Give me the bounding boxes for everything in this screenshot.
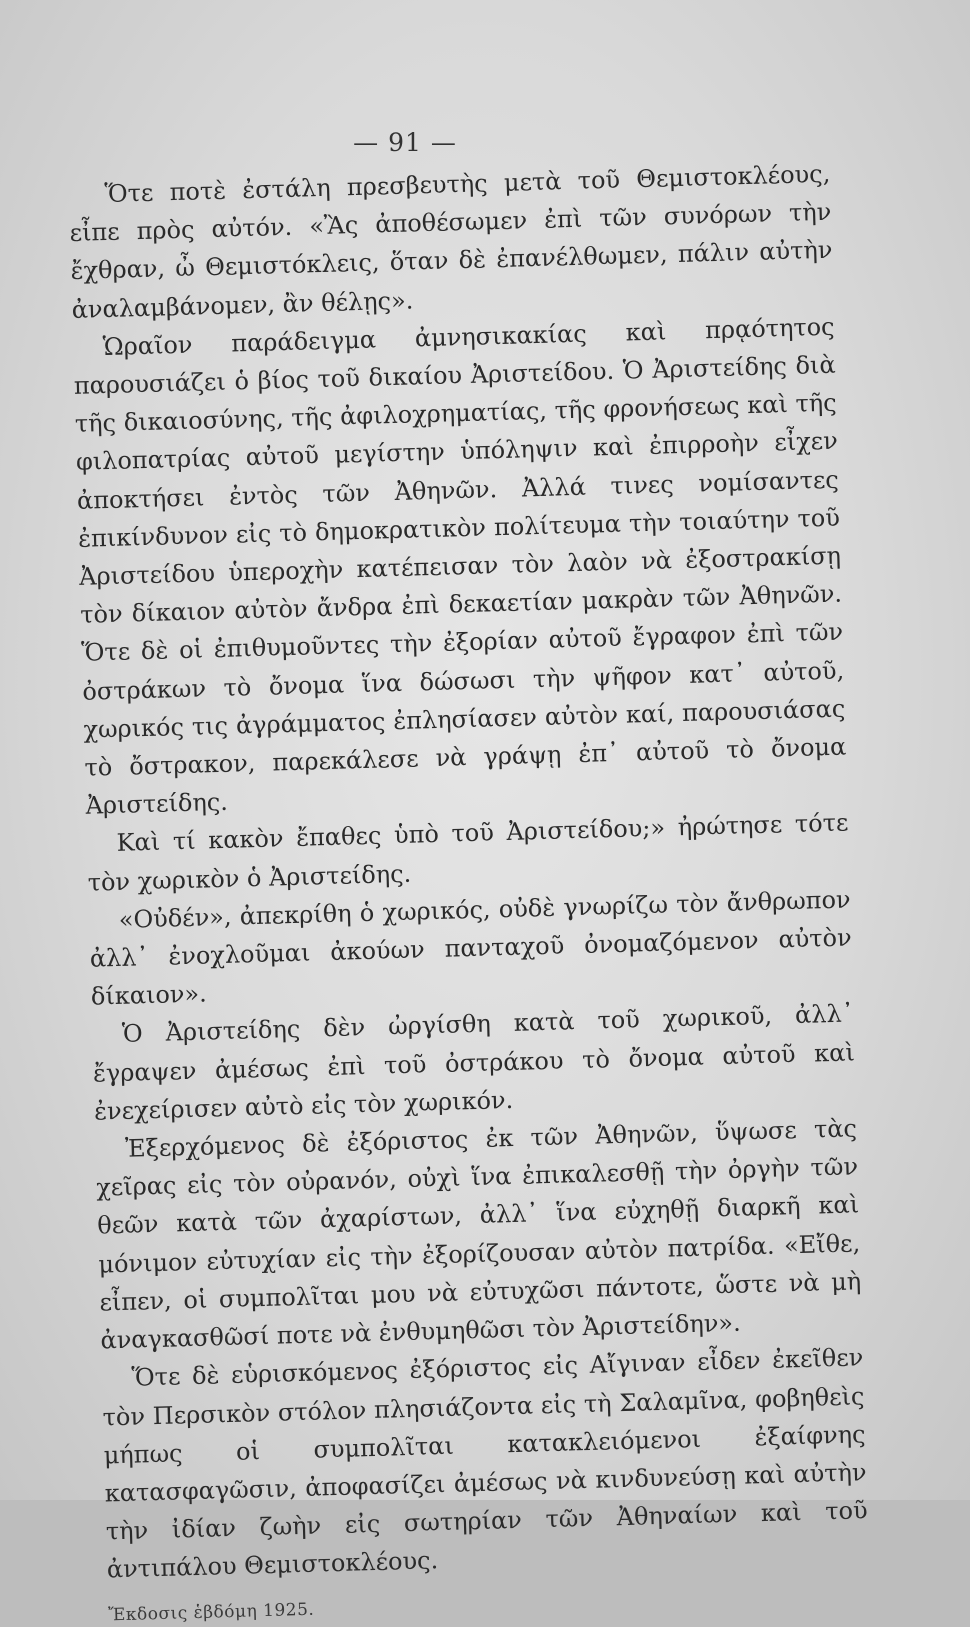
page-number: — 91 — — [353, 128, 457, 157]
paragraph-5: Ὁ Ἀριστείδης δὲν ὠργίσθη κατὰ τοῦ χωρικοῦ, ἀλλ᾿ ἔγραψεν ἀμέσως ἐπὶ τοῦ ὀστράκου τὸ ὄνομα αὐτοῦ καὶ ἐνεχείρισεν αὐτὸ εἰς τὸν χωρικόν. — [92, 999, 856, 1126]
paragraph-1: Ὅτε ποτὲ ἐστάλη πρεσβευτὴς μετὰ τοῦ Θεμιστοκλέους, εἶπε πρὸς αὐτόν. «Ἂς ἀποθέσωμεν ἐπὶ τῶν συνόρων τὴν ἔχθραν, ὦ Θεμιστόκλεις, ὅταν δὲ ἐπανέλθωμεν, πάλιν αὐτὴν ἀναλαμβάνομεν, ἂν θέλῃς». — [69, 159, 833, 324]
paragraph-2: Ὡραῖον παράδειγμα ἀμνησικακίας καὶ πρᾳότητος παρουσιάζει ὁ βίος τοῦ δικαίου Ἀριστείδου. Ὁ Ἀριστείδης διὰ τῆς δικαιοσύνης, τῆς ἀφιλοχρηματίας, τῆς φρονήσεως καὶ τῆς φιλοπατρίας αὐτοῦ μεγίστην ὑπόληψιν καὶ ἐπιρροὴν εἶχεν ἀποκτήσει ἐντὸς τῶν Ἀθηνῶν. Ἀλλά τινες νομίσαντες ἐπικίνδυνον εἰς τὸ δημοκρατικὸν πολίτευμα τὴν τοιαύτην τοῦ Ἀριστείδου ὑπεροχὴν κατέπεισαν τὸν λαὸν νὰ ἐξοστρακίσῃ τὸν δίκαιον αὐτὸν ἄνδρα ἐπὶ δεκαετίαν μακρὰν τῶν Ἀθηνῶν. Ὅτε δὲ οἱ ἐπιθυμοῦντες τὴν ἐξορίαν αὐτοῦ ἔγραφον ἐπὶ τῶν ὀστράκων τὸ ὄνομα ἵνα δώσωσι τὴν ψῆφον κατ᾿ αὐτοῦ, χωρικός τις ἀγράμματος ἐπλησίασεν αὐτὸν καί, παρουσιάσας τὸ ὄστρακον, παρεκάλεσε νὰ γράψῃ ἐπ᾿ αὐτοῦ τὸ ὄνομα Ἀριστείδης. — [73, 312, 847, 820]
paragraph-3: Καὶ τί κακὸν ἔπαθες ὑπὸ τοῦ Ἀριστείδου;» ἠρώτησε τότε τὸν χωρικὸν ὁ Ἀριστείδης. — [87, 808, 849, 897]
paragraph-4: «Οὐδέν», ἀπεκρίθη ὁ χωρικός, οὐδὲ γνωρίζω τὸν ἄνθρωπον ἀλλ᾿ ἐνοχλοῦμαι ἀκούων πανταχοῦ ὀνομαζόμενον αὐτὸν δίκαιον». — [89, 885, 852, 1011]
body-text — [68, 155, 870, 1627]
paragraph-6: Ἐξερχόμενος δὲ ἐξόριστος ἐκ τῶν Ἀθηνῶν, ὕψωσε τὰς χεῖρας εἰς τὸν οὐρανόν, οὐχὶ ἵνα ἐπικαλεσθῇ τὴν ὀργὴν τῶν θεῶν κατὰ τῶν ἀχαρίστων, ἀλλ᾿ ἵνα εὐχηθῇ διαρκῆ καὶ μόνιμον εὐτυχίαν εἰς τὴν ἐξορίζουσαν αὐτὸν πατρίδα. «Εἴθε, εἶπεν, οἱ συμπολῖται μου νὰ εὐτυχῶσι πάντοτε, ὥστε νὰ μὴ ἀναγκασθῶσί ποτε νὰ ἐνθυμηθῶσι τὸν Ἀριστείδην». — [95, 1114, 862, 1355]
edition-note: Ἔκδοσις ἑβδόμη 1925. — [107, 1599, 315, 1625]
paragraph-7: Ὅτε δὲ εὑρισκόμενος ἐξόριστος εἰς Αἴγιναν εἶδεν ἐκεῖθεν τὸν Περσικὸν στόλον πλησιάζοντα εἰς τὴ Σαλαμῖνα, φοβηθεὶς μήπως οἱ συμπολῖται κατακλειόμενοι ἐξαίφνης κατασφαγῶσιν, ἀποφασίζει ἀμέσως νὰ κινδυνεύσῃ καὶ αὐτὴν τὴν ἰδίαν ζωὴν εἰς σωτηρίαν τῶν Ἀθηναίων καὶ τοῦ ἀντιπάλου Θεμιστοκλέους. — [102, 1343, 868, 1584]
